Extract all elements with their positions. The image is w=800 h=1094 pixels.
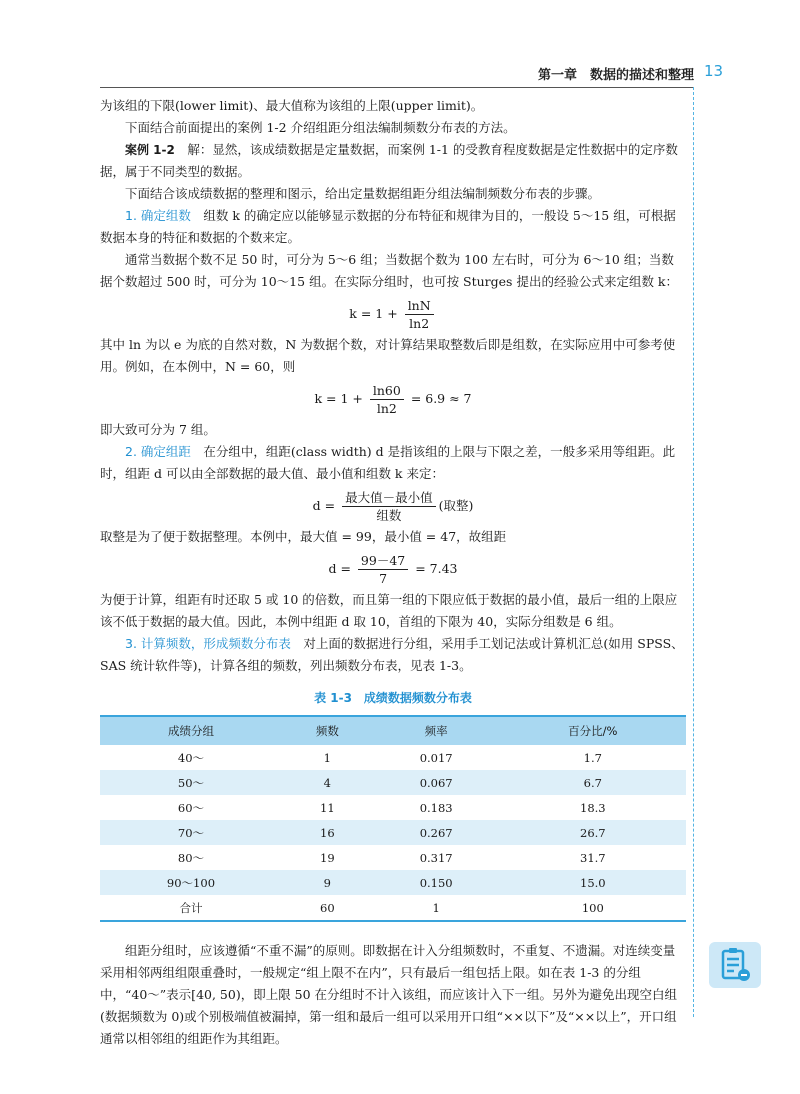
table-cell: 0.067 [373,770,500,795]
fraction-denominator: ln2 [376,401,397,416]
step-heading: 3. 计算频数，形成频数分布表 [125,636,291,651]
case-paragraph [100,139,686,183]
table-cell: 9 [282,870,373,895]
table-row [100,795,686,820]
table-cell: 16 [282,820,373,845]
formula-d-example [100,552,686,587]
paragraph: 通常当数据个数不足 50 时，可分为 5～6 组；当数据个数为 100 左右时，可分为 6～10 组；当数据个数超过 500 时，可分为 10～15 组。在实际分组时，也可按 Sturges 提出的经验公式来定组数 k： [100,252,678,289]
table-cell: 0.267 [373,820,500,845]
table-header-cell: 百分比/% [500,716,686,745]
paragraph: 为便于计算，组距有时还取 5 或 10 的倍数，而且第一组的下限应低于数据的最小值，最后一组的上限应该不低于数据的最大值。因此，本例中组距 d 取 10，首组的下限为 40，实际分组数是 6 组。 [100,592,678,629]
table-cell: 0.183 [419,800,453,815]
fraction [405,297,434,332]
formula-sturges [100,297,686,332]
fraction-denominator: 组数 [376,508,402,523]
fraction-denominator: 7 [379,571,388,586]
paragraph: 为该组的下限(lower limit)、最大值称为该组的上限(upper limit)。 [100,98,484,113]
fraction-numerator: 最大值－最小值 [342,489,436,507]
table-header-row [100,716,686,745]
table-total-row [100,895,686,921]
fraction-numerator: ln60 [370,382,404,400]
table-title: 表 1-3 成绩数据频数分布表 [314,691,472,705]
table-cell: 4 [282,770,373,795]
table-cell: 1 [373,895,500,921]
table-cell: 31.7 [580,850,606,865]
table-cell: 26.7 [500,820,686,845]
table-cell: 1.7 [583,750,602,765]
fraction-denominator: ln2 [409,316,430,331]
formula-lhs: d = [312,498,336,513]
table-row [100,845,686,870]
paragraph: 下面结合该成绩数据的整理和图示，给出定量数据组距分组法编制频数分布表的步骤。 [125,186,601,201]
fraction-numerator: 99－47 [358,552,408,570]
paragraph: 其中 ln 为以 e 为底的自然对数，N 为数据个数，对计算结果取整数后即是组数，在实际应用中可参考使用。例如，在本例中，N = 60，则 [100,337,676,374]
table-cell: 70～ [100,820,282,845]
table-cell: 80～ [177,850,205,865]
table-cell: 50～ [100,770,282,795]
formula-class-width [100,489,686,524]
table-row [100,770,686,795]
table-cell: 合计 [100,895,282,921]
table-cell: 0.150 [373,870,500,895]
step-paragraph [100,633,686,677]
paragraph: 即大致可分为 7 组。 [100,422,216,437]
step-heading: 1. 确定组数 [125,208,191,223]
table-cell: 11 [320,800,335,815]
table-row [100,870,686,895]
step-paragraph [100,441,686,485]
step-text: 在分组中，组距(class width) d 是指该组的上限与下限之差，一般多采用等组距。此时，组距 d 可以由全部数据的最大值、最小值和组数 k 来定： [100,444,676,481]
frequency-table [100,715,686,922]
fraction [370,382,404,417]
paragraph: 下面结合前面提出的案例 1-2 介绍组距分组法编制频数分布表的方法。 [125,120,516,135]
step-text: 对上面的数据进行分组，采用手工划记法或计算机汇总(如用 SPSS、SAS 统计软件等)，计算各组的频数，列出频数分布表，见表 1-3。 [100,636,684,673]
case-text: 解：显然，该成绩数据是定量数据，而案例 1-1 的受教育程度数据是定性数据中的定序数据，属于不同类型的数据。 [100,142,678,179]
formula-rhs: = 6.9 ≈ 7 [410,391,472,406]
paragraph: 组距分组时，应该遵循“不重不漏”的原则。即数据在计入分组频数时，不重复、不遗漏。对连续变量采用相邻两组组限重叠时，一般规定“组上限不在内”，只有最后一组包括上限。如在表 1-3 的分组中，“40～”表示[40, 50)，即上限 50 在分组时不计入该组，而应该计入下一组。另外为避免出现空白组(数据频数为 0)或个别极端值被漏掉，第一组和最后一组可以采用开口组“××以下”及“××以上”，开口组通常以相邻组的组距作为其组距。 [100,943,678,1046]
page-number: 13 [704,62,724,80]
table-cell: 1 [323,750,331,765]
notes-icon[interactable] [709,942,761,988]
table-header-cell: 频率 [373,716,500,745]
table-cell: 0.017 [419,750,453,765]
formula-lhs: d = [328,561,351,576]
table-header-cell: 成绩分组 [100,716,282,745]
paragraph: 取整是为了便于数据整理。本例中，最大值 = 99，最小值 = 47，故组距 [100,529,507,544]
page-header [100,58,694,88]
step-paragraph [100,205,686,249]
formula-lhs: k = 1 + [314,391,363,406]
step-text: 组数 k 的确定应以能够显示数据的分布特征和规律为目的，一般设 5～15 组，可根据数据本身的特征和数据的个数来定。 [100,208,676,245]
table-row [100,745,686,770]
table-row [100,820,686,845]
step-heading: 2. 确定组距 [125,444,191,459]
header-rule [100,87,694,88]
table-cell: 18.3 [580,800,606,815]
formula-k-example [100,382,686,417]
table-header-cell: 频数 [282,716,373,745]
case-label: 案例 1-2 [125,143,175,157]
table-cell: 60 [282,895,373,921]
table-cell: 0.317 [419,850,453,865]
formula-rhs: (取整) [438,498,474,513]
table-cell: 19 [320,850,335,865]
formula-lhs: k = 1 + [349,306,398,321]
formula-rhs: = 7.43 [415,561,458,576]
table-cell: 100 [500,895,686,921]
page-body [100,95,686,1050]
fraction-numerator: lnN [405,297,434,315]
margin-dotted-line [693,87,694,1017]
table-cell: 15.0 [500,870,686,895]
chapter-title: 第一章 数据的描述和整理 [537,68,694,83]
table-cell: 60～ [177,800,205,815]
table-cell: 40～ [177,750,205,765]
table-cell: 90～100 [100,870,282,895]
table-cell: 6.7 [500,770,686,795]
fraction [342,489,436,524]
fraction [358,552,408,587]
